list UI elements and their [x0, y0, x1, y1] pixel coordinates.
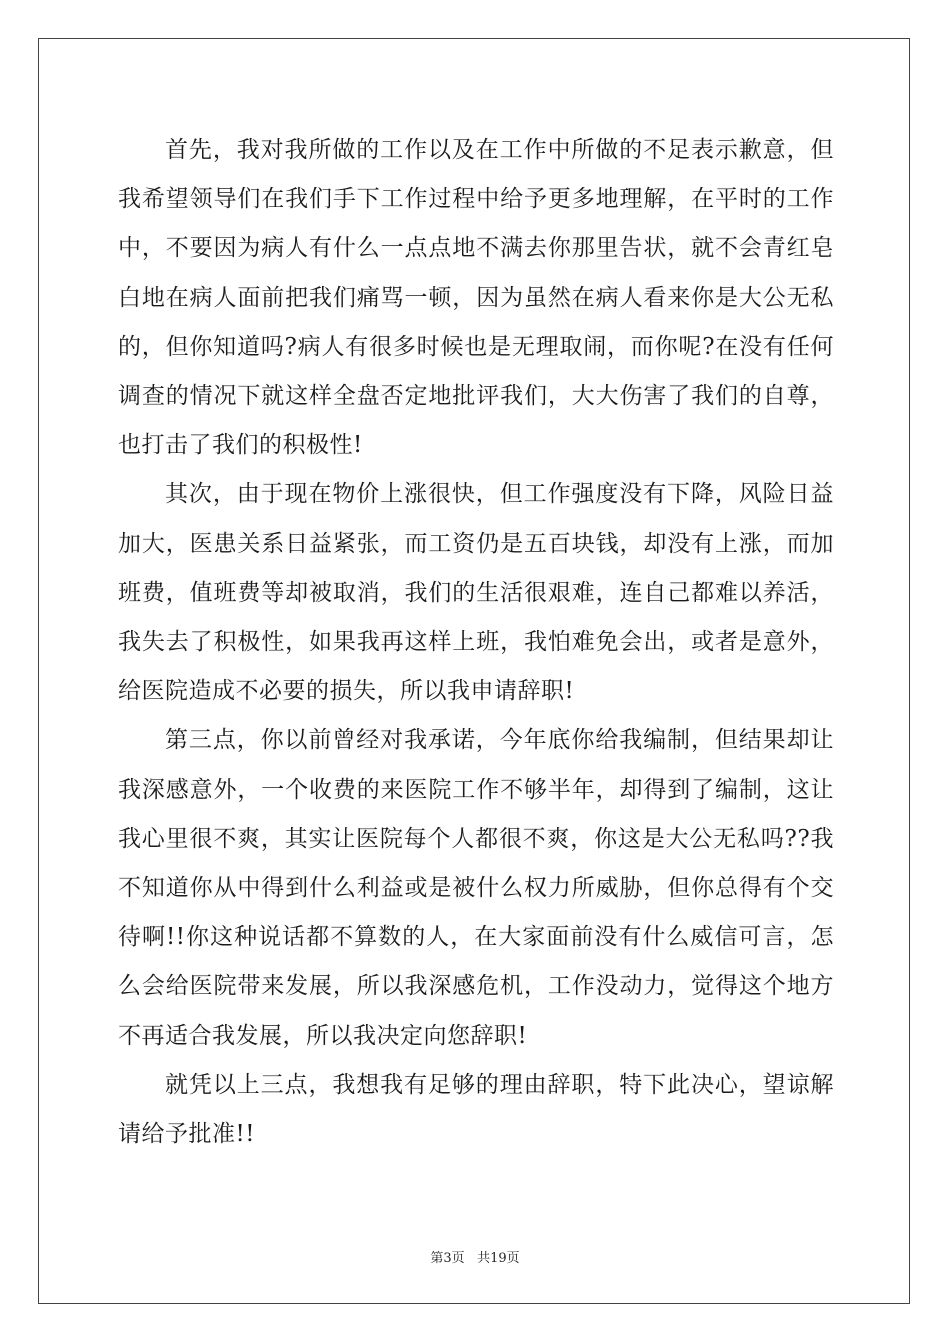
- paragraph-1: 首先，我对我所做的工作以及在工作中所做的不足表示歉意，但我希望领导们在我们手下工作过程中给予更多地理解，在平时的工作中，不要因为病人有什么一点点地不满去你那里告状，就不会青红皂白地在病人面前把我们痛骂一顿，因为虽然在病人看来你是大公无私的，但你知道吗?病人有很多时候也是无理取闹，而你呢?在没有任何调查的情况下就这样全盘否定地批评我们，大大伤害了我们的自尊，也打击了我们的积极性!: [118, 137, 834, 459]
- paragraph-4: 就凭以上三点，我想我有足够的理由辞职，特下此决心，望谅解请给予批准!!: [118, 1071, 834, 1148]
- paragraph-3: 第三点，你以前曾经对我承诺，今年底你给我编制，但结果却让我深感意外，一个收费的来医院工作不够半年，却得到了编制，这让我心里很不爽，其实让医院每个人都很不爽，你这是大公无私吗??我不知道你从中得到什么利益或是被什么权力所威胁，但你总得有个交待啊!!你这种说话都不算数的人，在大家面前没有什么威信可言，怎么会给医院带来发展，所以我深感危机，工作没动力，觉得这个地方不再适合我发展，所以我决定向您辞职!: [118, 727, 834, 1049]
- page-footer: [0, 1247, 950, 1266]
- page-number: 第3页: [430, 1251, 465, 1266]
- document-body: [118, 126, 834, 1159]
- paragraph-2: 其次，由于现在物价上涨很快，但工作强度没有下降，风险日益加大，医患关系日益紧张，而工资仍是五百块钱，却没有上涨，而加班费，值班费等却被取消，我们的生活很艰难，连自己都难以养活，我失去了积极性，如果我再这样上班，我怕难免会出，或者是意外，给医院造成不必要的损失，所以我申请辞职!: [118, 481, 834, 705]
- page-total: 共19页: [477, 1251, 520, 1266]
